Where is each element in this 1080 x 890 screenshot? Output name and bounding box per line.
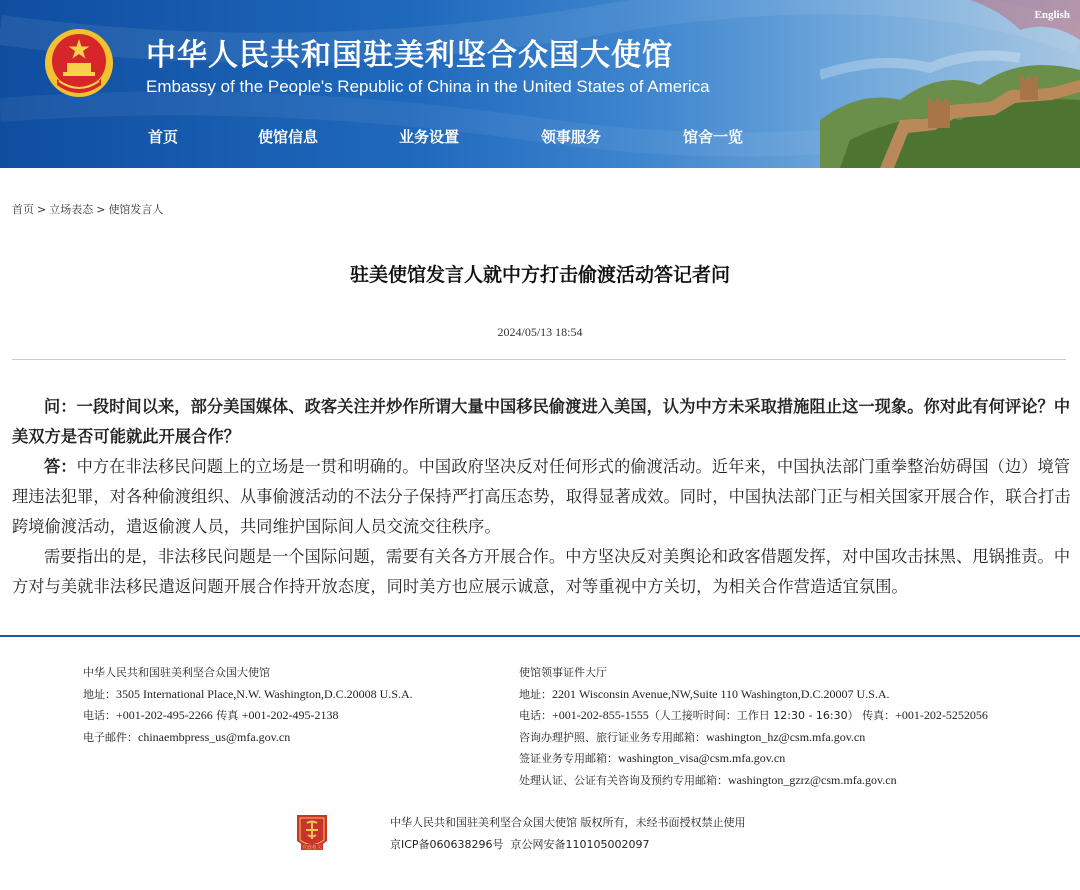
- fax-value: +001-202-495-2138: [241, 708, 339, 722]
- nav-item-embassy-info[interactable]: 使馆信息: [258, 128, 319, 146]
- footer-consular-contact: [519, 662, 988, 791]
- nav-item-business-setup[interactable]: 业务设置: [399, 128, 460, 146]
- fax-label: 传真: [212, 709, 242, 722]
- phone-hours: （人工接听时间：工作日 12:30 - 16:30）: [648, 709, 859, 722]
- footer-embassy-address: [83, 684, 413, 706]
- breadcrumb-spokesperson[interactable]: 使馆发言人: [108, 203, 164, 216]
- address-label: 地址：: [519, 687, 552, 701]
- email-label: 电子邮件：: [83, 730, 138, 744]
- passport-email-link[interactable]: washington_hz@csm.mfa.gov.cn: [706, 729, 866, 744]
- address-label: 地址：: [83, 687, 116, 701]
- auth-email-link[interactable]: washington_gzrz@csm.mfa.gov.cn: [728, 772, 897, 787]
- footer-consular-name: 使馆领事证件大厅: [519, 666, 607, 679]
- footer-copyright: [390, 812, 746, 856]
- article-answer: [12, 452, 1072, 542]
- email-link[interactable]: chinaembpress_us@mfa.gov.cn: [138, 729, 291, 744]
- main-nav: [0, 126, 1080, 152]
- address-value: 3505 International Place,N.W. Washington,D.C.20008 U.S.A.: [116, 686, 413, 701]
- passport-email-label: 咨询办理护照、旅行证业务专用邮箱：: [519, 730, 706, 744]
- gov-site-badge-icon[interactable]: [295, 813, 329, 853]
- article-title: 驻美使馆发言人就中方打击偷渡活动答记者问: [349, 264, 730, 286]
- footer-auth-email: [519, 770, 988, 792]
- footer-embassy-contact: [83, 662, 413, 748]
- header-banner: [0, 0, 1080, 168]
- footer-divider: [0, 635, 1080, 637]
- footer-consular-address: [519, 684, 988, 706]
- article-body: [12, 392, 1072, 602]
- visa-email-link[interactable]: washington_visa@csm.mfa.gov.cn: [618, 751, 786, 765]
- article-question: 问：一段时间以来，部分美国媒体、政客关注并炒作所谓大量中国移民偷渡进入美国，认为中方未采取措施阻止这一现象。你对此有何评论？中美双方是否可能就此开展合作？: [12, 397, 1071, 446]
- english-language-link[interactable]: English: [1034, 9, 1070, 21]
- article-date: 2024/05/13 18:54: [497, 325, 583, 339]
- site-title-english: Embassy of the People's Republic of China in the United States of America: [146, 77, 710, 96]
- address-value: 2201 Wisconsin Avenue,NW,Suite 110 Washington,D.C.20007 U.S.A.: [552, 686, 890, 701]
- footer-embassy-name: 中华人民共和国驻美利坚合众国大使馆: [83, 666, 270, 679]
- phone-label: 电话：: [519, 709, 552, 722]
- answer-label: 答：: [44, 457, 77, 476]
- site-title-chinese: 中华人民共和国驻美利坚合众国大使馆: [146, 38, 673, 73]
- article-paragraph: 需要指出的是，非法移民问题是一个国际问题，需要有关各方开展合作。中方坚决反对美舆论和政客借题发挥，对中国攻击抹黑、甩锅推责。中方对与美就非法移民遣返问题开展合作持开放态度，同时美方也应展示诚意，对等重视中方关切，为相关合作营造适宜氛围。: [12, 547, 1071, 596]
- nav-item-premises[interactable]: 馆舍一览: [683, 128, 744, 146]
- footer-consular-phone: [519, 705, 988, 727]
- phone-value: +001-202-855-1555: [552, 708, 649, 722]
- fax-value: +001-202-5252056: [895, 708, 988, 722]
- copyright-text: 中华人民共和国驻美利坚合众国大使馆 版权所有，未经书面授权禁止使用: [390, 816, 746, 829]
- breadcrumb-separator: >: [96, 203, 106, 216]
- phone-label: 电话：: [83, 709, 116, 722]
- icp-link[interactable]: 京ICP备060638296号: [390, 838, 504, 851]
- breadcrumb-separator: >: [37, 203, 47, 216]
- footer-embassy-phone: [83, 705, 413, 727]
- nav-item-consular-services[interactable]: 领事服务: [541, 128, 602, 146]
- footer-visa-email: [519, 748, 988, 770]
- national-emblem-icon: [43, 27, 115, 99]
- footer-embassy-email: [83, 727, 413, 749]
- breadcrumb: [12, 201, 163, 217]
- fax-label: 传真：: [862, 709, 896, 722]
- breadcrumb-positions[interactable]: 立场表态: [49, 203, 94, 216]
- badge-text: 党政机关: [301, 845, 323, 851]
- nav-item-home[interactable]: 首页: [148, 128, 179, 146]
- footer-passport-email: [519, 727, 988, 749]
- visa-email-label: 签证业务专用邮箱：: [519, 752, 618, 765]
- answer-text: 中方在非法移民问题上的立场是一贯和明确的。中国政府坚决反对任何形式的偷渡活动。近年来，中国执法部门重拳整治妨碍国（边）境管理违法犯罪，对各种偷渡组织、从事偷渡活动的不法分子保持严打高压态势，取得显著成效。同时，中国执法部门正与相关国家开展合作，联合打击跨境偷渡活动，遣返偷渡人员，共同维护国际间人员交流交往秩序。: [12, 457, 1071, 536]
- police-record-link[interactable]: 京公网安备110105002097: [510, 838, 650, 851]
- phone-value: +001-202-495-2266: [116, 708, 213, 722]
- record-numbers: [390, 834, 746, 856]
- breadcrumb-home[interactable]: 首页: [12, 203, 34, 216]
- auth-email-label: 处理认证、公证有关咨询及预约专用邮箱：: [519, 773, 728, 787]
- title-divider: [12, 359, 1066, 360]
